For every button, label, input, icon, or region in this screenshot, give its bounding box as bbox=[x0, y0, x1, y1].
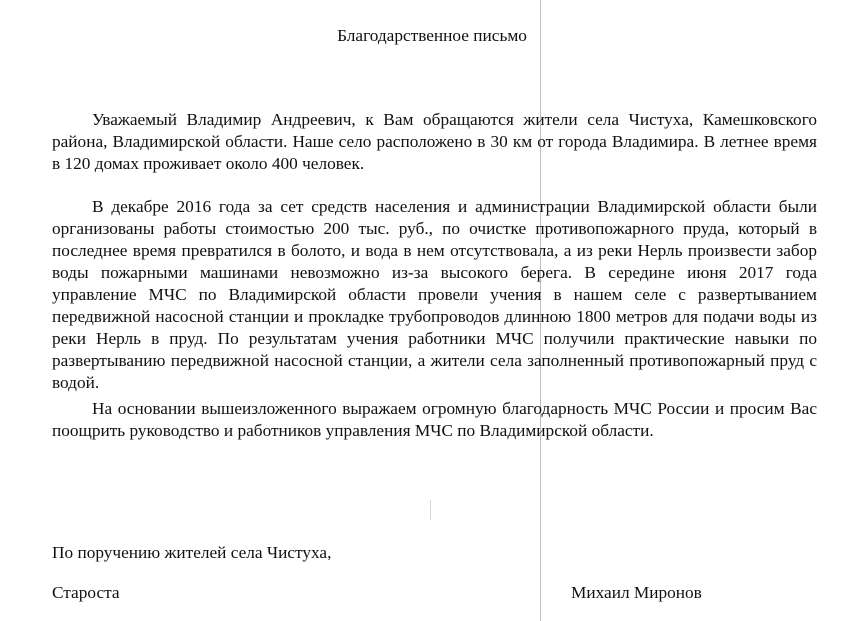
signer-name: Михаил Миронов bbox=[571, 583, 702, 602]
scan-artifact-mark bbox=[430, 500, 431, 520]
letter-paragraph-gratitude: На основании вышеизложенного выражаем огромную благодарность МЧС России и просим Вас поощрить руководство и работников управления МЧС по Владимирской области. bbox=[52, 399, 817, 440]
letter-paragraph-greeting: Уважаемый Владимир Андреевич, к Вам обращаются жители села Чистуха, Камешковского района, Владимирской области. Наше село расположено в 30 км от города Владимира. В летнее время в 120 домах проживает около 400 человек. bbox=[52, 110, 817, 173]
signer-role: Староста bbox=[52, 583, 120, 602]
letter-closing: По поручению жителей села Чистуха, bbox=[52, 543, 332, 562]
letter-paragraph-events: В декабре 2016 года за сет средств населения и администрации Владимирской области были организованы работы стоимостью 200 тыс. руб., по очистке противопожарного пруда, который в последнее время превратился в болото, и вода в нем отсутствовала, а из реки Нерль произвести забор воды пожарными машинами невозможно из-за высокого берега. В середине июня 2017 года управление МЧС по Владимирской области провели учения в нашем селе с развертыванием передвижной насосной станции и прокладке трубопроводов длинною 1800 метров для подачи воды из реки Нерль в пруд. По результатам учения работники МЧС получили практические навыки по развертыванию передвижной насосной станции, а жители села заполненный противопожарный пруд с водой. bbox=[52, 197, 817, 392]
letter-title: Благодарственное письмо bbox=[337, 26, 527, 45]
